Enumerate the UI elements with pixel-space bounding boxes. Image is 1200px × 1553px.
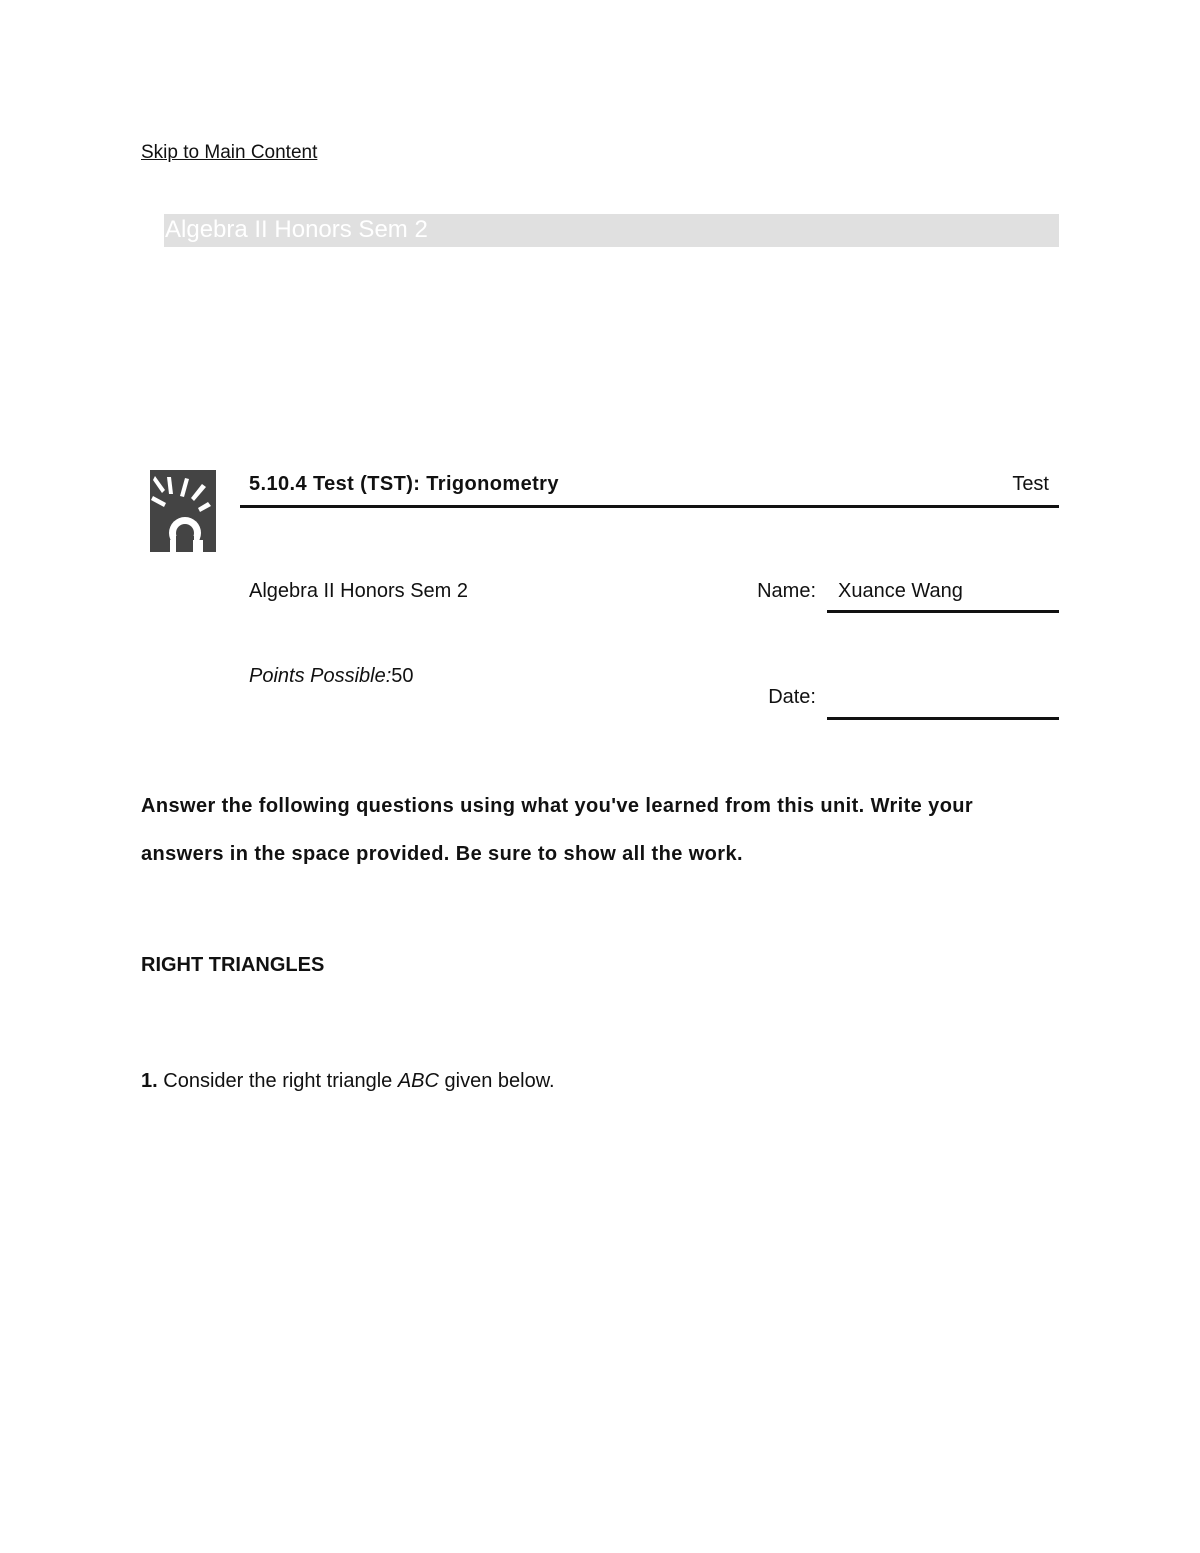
triangle-label: ABC: [397, 1070, 439, 1092]
course-name: Algebra II Honors Sem 2: [249, 580, 468, 602]
question-text-start: Consider the right triangle: [163, 1070, 393, 1092]
name-underline: [827, 610, 1059, 613]
test-title: 5.10.4 Test (TST): Trigonometry: [249, 473, 559, 495]
question-number: 1.: [141, 1070, 158, 1092]
name-label: Name:: [757, 580, 816, 602]
points-possible: [249, 665, 414, 688]
question-text-end: given below.: [444, 1070, 555, 1092]
banner-title: Algebra II Honors Sem 2: [165, 216, 428, 243]
skip-to-main-content-link[interactable]: Skip to Main Content: [141, 142, 318, 163]
test-type-label: Test: [1012, 473, 1049, 495]
points-label: Points Possible:: [249, 665, 392, 687]
lightbulb-logo-icon: [150, 470, 216, 552]
name-field[interactable]: Xuance Wang: [838, 580, 963, 602]
title-divider: [240, 505, 1059, 508]
date-field[interactable]: [827, 717, 1059, 720]
course-banner: [164, 214, 1059, 247]
instructions: Answer the following questions using what you've learned from this unit. Write your answers in the space provided. Be sure to show all the work.: [141, 795, 974, 865]
section-heading: RIGHT TRIANGLES: [141, 954, 325, 976]
date-label: Date:: [768, 686, 816, 708]
question-1: [141, 1070, 555, 1093]
points-value: 50: [391, 665, 414, 687]
